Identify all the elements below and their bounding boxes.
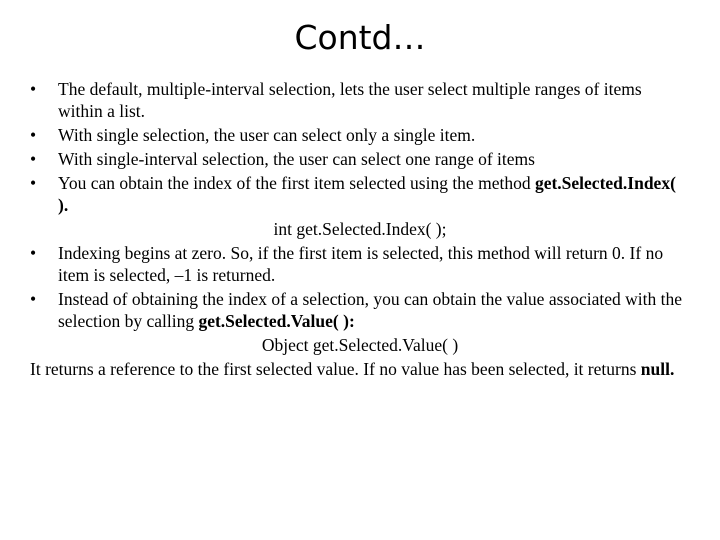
bullet-icon: • xyxy=(30,243,37,263)
closing-text: It returns a reference to the first selected value. If no value has been selected, it returns xyxy=(30,359,641,379)
bullet-icon: • xyxy=(30,149,37,169)
bullet-icon: • xyxy=(30,173,37,193)
bullet-icon: • xyxy=(30,289,37,309)
null-keyword-bold: null. xyxy=(640,359,675,379)
slide-content xyxy=(30,78,690,380)
bullet-item xyxy=(30,124,690,146)
bullet-text: The default, multiple-interval selection, lets the user select multiple ranges of items within a list. xyxy=(58,79,642,121)
bullet-icon: • xyxy=(30,125,37,145)
bullet-text: Instead of obtaining the index of a selection, you can obtain the value associated with the selection by calling xyxy=(58,289,682,331)
method-name-bold: get.Selected.Value( ): xyxy=(198,311,355,331)
slide-title: Contd… xyxy=(294,18,426,57)
bullet-text: Indexing begins at zero. So, if the first item is selected, this method will return 0. If no item is selected, –1 is returned. xyxy=(58,243,664,285)
bullet-text: You can obtain the index of the first item selected using the method xyxy=(58,173,535,193)
code-line: Object get.Selected.Value( ) xyxy=(261,335,459,355)
bullet-text: With single-interval selection, the user can select one range of items xyxy=(58,149,535,169)
bullet-item xyxy=(30,172,690,216)
bullet-item xyxy=(30,148,690,170)
bullet-item xyxy=(30,242,690,286)
bullet-item xyxy=(30,78,690,122)
closing-paragraph xyxy=(30,358,690,380)
method-name-bold: get.Selected.Index( ). xyxy=(58,173,676,215)
bullet-icon: • xyxy=(30,79,37,99)
code-line: int get.Selected.Index( ); xyxy=(273,219,447,239)
bullet-text: With single selection, the user can select only a single item. xyxy=(58,125,476,145)
bullet-item xyxy=(30,288,690,332)
